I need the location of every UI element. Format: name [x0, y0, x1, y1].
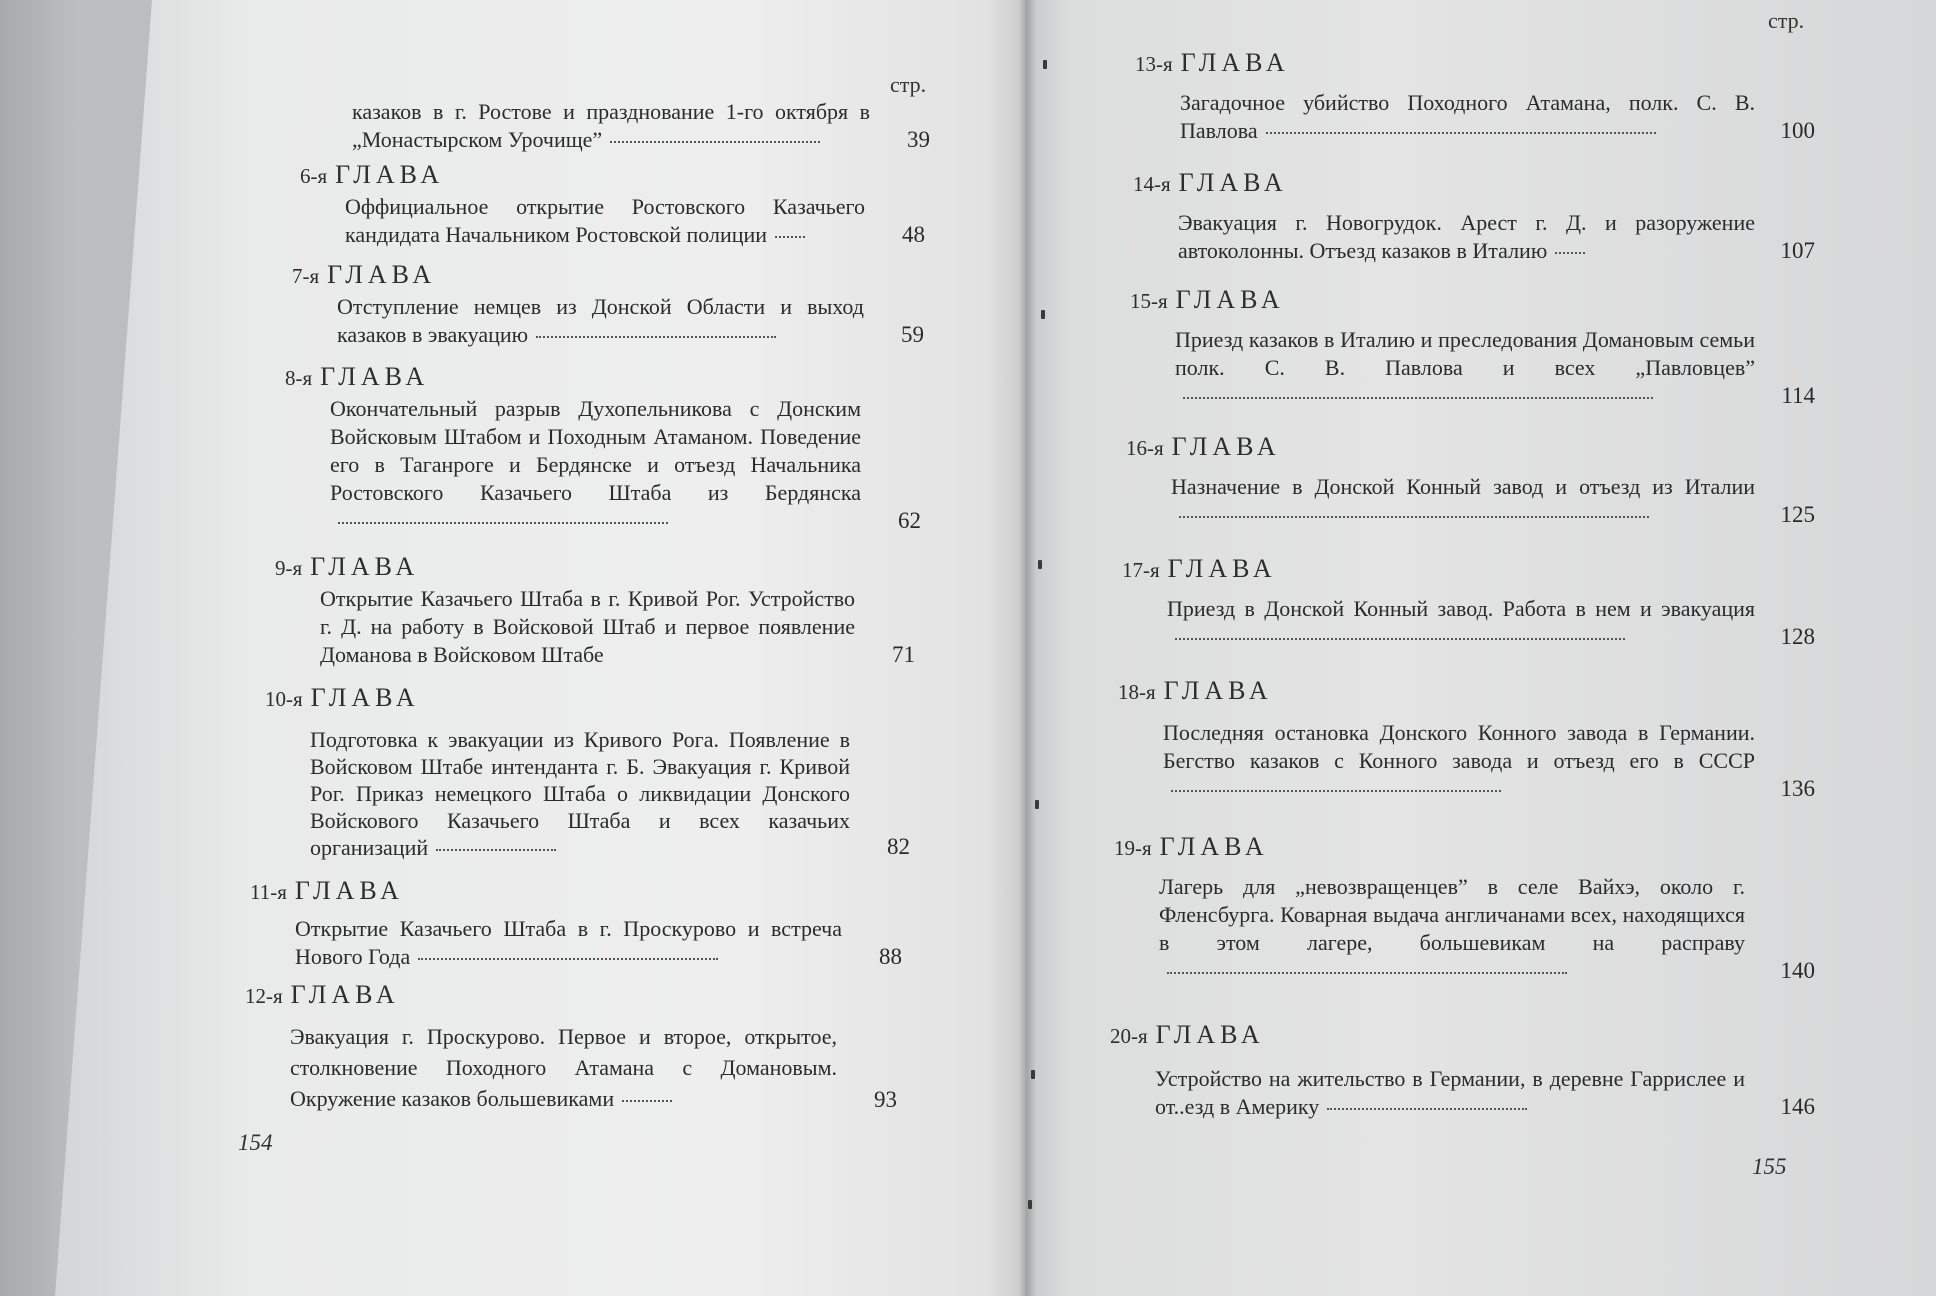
toc-page-number: 114	[1781, 383, 1815, 408]
toc-entry-text: Лагерь для „невозвращенцев” в селе Вайхэ, около г. Фленсбурга. Коварная выдача англичанами всех, находящихся в этом лагере, большевикам на расправу	[1159, 874, 1745, 955]
chapter-heading: 9-я ГЛАВА	[275, 552, 420, 581]
toc-entry-text: Приезд в Донской Конный завод. Работа в нем и эвакуация	[1167, 596, 1755, 621]
toc-entry-chapter-20	[1110, 1020, 1815, 1121]
chapter-heading: 16-я ГЛАВА	[1126, 432, 1281, 461]
toc-entry-chapter-19	[1114, 832, 1815, 985]
chapter-heading: 20-я ГЛАВА	[1110, 1020, 1265, 1049]
toc-entry-text: казаков в г. Ростове и празднование 1-го октября в „Монастырском Урочище”	[352, 99, 870, 152]
toc-page-number: 39	[907, 127, 930, 152]
toc-page-number: 107	[1780, 238, 1815, 263]
toc-entry-chapter-17	[1122, 554, 1815, 651]
toc-page-number: 140	[1780, 958, 1815, 983]
chapter-heading: 7-я ГЛАВА	[292, 260, 437, 289]
chapter-heading: 6-я ГЛАВА	[300, 160, 445, 189]
chapter-heading: 11-я ГЛАВА	[250, 876, 404, 905]
toc-page-number: 71	[892, 642, 915, 667]
toc-page-number: 88	[879, 944, 902, 969]
toc-page-number: 48	[902, 222, 925, 247]
right-page-number: 155	[1752, 1154, 1787, 1179]
toc-entry-text: Последняя остановка Донского Конного завода в Германии. Бегство казаков с Конного завода и отъезд его в СССР	[1163, 720, 1755, 773]
toc-entry-text: Загадочное убийство Походного Атамана, полк. С. В. Павлова	[1180, 90, 1755, 143]
left-page-number: 154	[238, 1130, 273, 1155]
toc-page-number: 93	[874, 1087, 897, 1112]
chapter-heading: 18-я ГЛАВА	[1118, 676, 1273, 705]
toc-entry-text: Открытие Казачьего Штаба в г. Кривой Рог. Устройство г. Д. на работу в Войсковой Штаб и первое появление Доманова в Войсковом Штабе	[320, 586, 855, 667]
toc-page-number: 82	[887, 834, 910, 859]
toc-entry-text: Приезд казаков в Италию и преследования Домановым семьи полк. С. В. Павлова и всех „Павловцев”	[1175, 327, 1755, 380]
toc-entry-text: Открытие Казачьего Штаба в г. Проскурово и встреча Нового Года	[295, 916, 842, 969]
toc-entry-text: Эвакуация г. Новогрудок. Арест г. Д. и разоружение автоколонны. Отъезд казаков в Италию	[1178, 210, 1755, 263]
chapter-heading: 10-я ГЛАВА	[265, 683, 420, 712]
chapter-heading: 12-я ГЛАВА	[245, 980, 400, 1009]
toc-page-number: 100	[1780, 118, 1815, 143]
chapter-heading: 19-я ГЛАВА	[1114, 832, 1269, 861]
toc-entry-text: Отступление немцев из Донской Области и выход казаков в эвакуацию	[337, 294, 864, 347]
toc-entry-text: Оффициальное открытие Ростовского Казачьего кандидата Начальником Ростовской полиции	[345, 194, 865, 247]
toc-entry-chapter-15	[1130, 285, 1815, 410]
toc-page-number: 125	[1780, 502, 1815, 527]
toc-entry-chapter-16	[1126, 432, 1815, 529]
page-column-label: стр.	[1768, 8, 1805, 33]
toc-entry-chapter-13	[1135, 48, 1815, 145]
toc-page-number: 59	[901, 322, 924, 347]
chapter-heading: 13-я ГЛАВА	[1135, 48, 1290, 77]
page-column-label: стр.	[890, 72, 927, 97]
toc-entry-chapter-14	[1133, 168, 1815, 265]
toc-page-number: 136	[1780, 776, 1815, 801]
toc-entry-text: Устройство на жительство в Германии, в деревне Гаррислее и от..езд в Америку	[1155, 1066, 1745, 1119]
toc-page-number: 128	[1780, 624, 1815, 649]
chapter-heading: 14-я ГЛАВА	[1133, 168, 1288, 197]
toc-page-number: 146	[1780, 1094, 1815, 1119]
toc-page-number: 62	[898, 508, 921, 533]
toc-entry-text: Окончательный разрыв Духопельникова с Донским Войсковым Штабом и Походным Атаманом. Поведение его в Таганроге и Бердянске и отъезд Начальника Ростовского Казачьего Штаба из Бердянска	[330, 396, 861, 505]
chapter-heading: 17-я ГЛАВА	[1122, 554, 1277, 583]
chapter-heading: 15-я ГЛАВА	[1130, 285, 1285, 314]
toc-entry-text: Подготовка к эвакуации из Кривого Рога. Появление в Войсковом Штабе интенданта г. Б. Эвакуация г. Кривой Рог. Приказ немецкого Штаба о ликвидации Донского Войскового Казачьего Штаба и всех казачьих организаций	[310, 727, 850, 860]
toc-entry-text: Эвакуация г. Проскурово. Первое и второе, открытое, столкновение Походного Атамана с Домановым. Окружение казаков большевиками	[290, 1024, 837, 1111]
toc-entry-chapter-18	[1118, 676, 1815, 803]
toc-entry-text: Назначение в Донской Конный завод и отъезд из Италии	[1171, 474, 1755, 499]
chapter-heading: 8-я ГЛАВА	[285, 362, 430, 391]
